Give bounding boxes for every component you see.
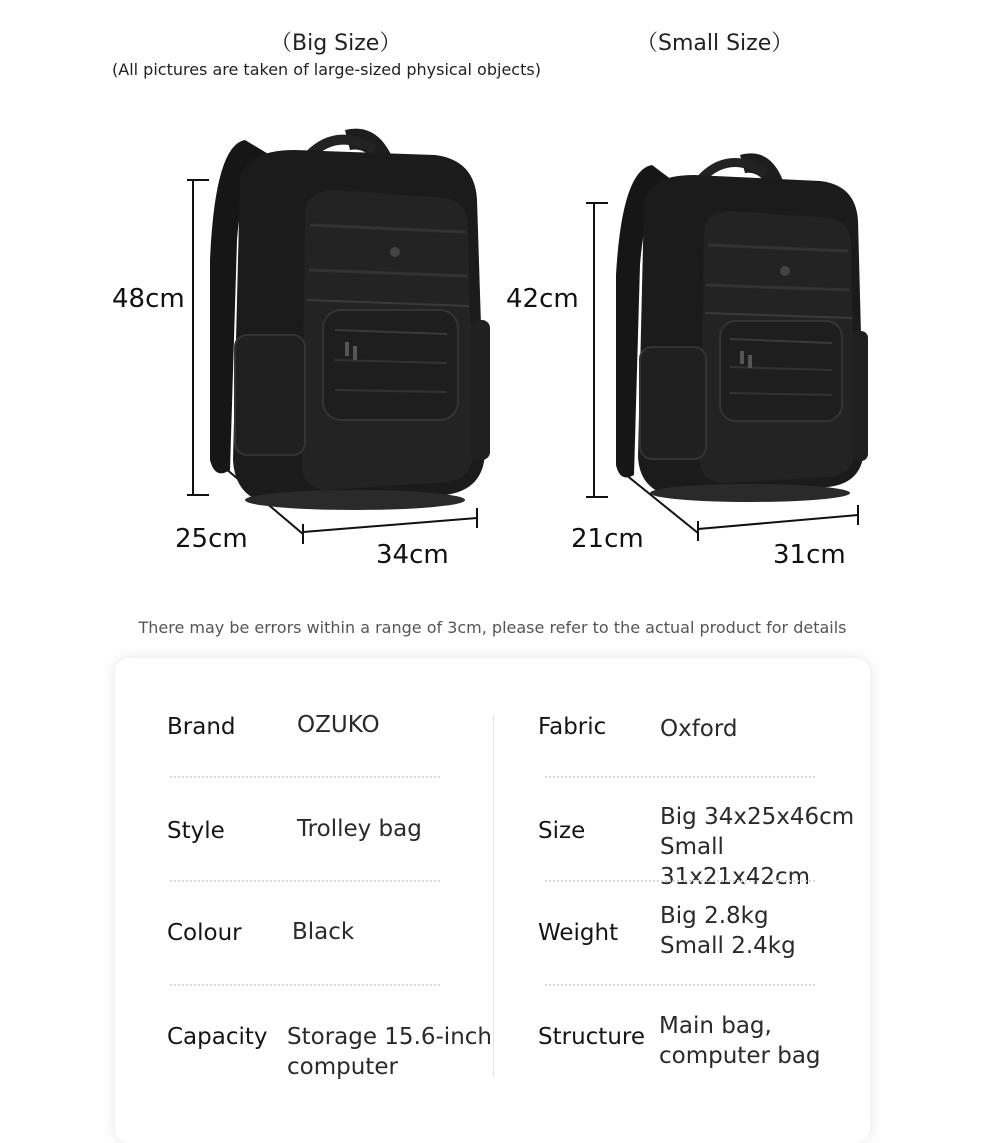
row-separator <box>170 880 440 882</box>
fabric-key: Fabric <box>538 714 607 740</box>
weight-value-small: Small 2.4kg <box>660 933 796 959</box>
structure-key: Structure <box>538 1024 645 1050</box>
brand-value: OZUKO <box>297 712 380 738</box>
small-depth-label: 21cm <box>571 524 644 554</box>
size-key: Size <box>538 818 586 844</box>
structure-value-line2: computer bag <box>659 1043 821 1069</box>
weight-key: Weight <box>538 920 619 946</box>
size-value-big: Big 34x25x46cm <box>660 804 855 830</box>
weight-value-big: Big 2.8kg <box>660 903 769 929</box>
fabric-value: Oxford <box>660 716 738 742</box>
structure-value <box>659 1011 821 1071</box>
capacity-value-line2: computer <box>287 1054 398 1080</box>
weight-value <box>660 901 796 961</box>
row-separator <box>170 776 440 778</box>
row-separator <box>170 984 440 986</box>
small-backpack-image <box>580 125 870 545</box>
big-size-label: （Big Size） <box>270 31 402 56</box>
row-separator <box>545 880 815 882</box>
photo-note: (All pictures are taken of large-sized physical objects) <box>112 60 541 79</box>
small-size-label: （Small Size） <box>636 31 794 56</box>
structure-value-line1: Main bag, <box>659 1013 772 1039</box>
size-value-small: Small 31x21x42cm <box>660 834 811 890</box>
column-divider <box>493 716 494 1076</box>
size-value <box>660 802 870 892</box>
big-backpack-image <box>185 120 495 550</box>
brand-key: Brand <box>167 714 236 740</box>
style-key: Style <box>167 818 225 844</box>
small-height-label: 42cm <box>506 284 579 314</box>
row-separator <box>545 776 815 778</box>
big-height-label: 48cm <box>112 284 185 314</box>
big-depth-label: 25cm <box>175 524 248 554</box>
size-disclaimer: There may be errors within a range of 3cm, please refer to the actual product for details <box>138 618 847 637</box>
colour-key: Colour <box>167 920 242 946</box>
style-value: Trolley bag <box>297 816 422 842</box>
spec-card <box>115 658 870 1143</box>
row-separator <box>545 984 815 986</box>
big-width-label: 34cm <box>376 540 449 570</box>
capacity-value <box>287 1022 492 1082</box>
capacity-value-line1: Storage 15.6-inch <box>287 1024 493 1050</box>
capacity-key: Capacity <box>167 1024 268 1050</box>
small-width-label: 31cm <box>773 540 846 570</box>
colour-value: Black <box>292 919 355 945</box>
